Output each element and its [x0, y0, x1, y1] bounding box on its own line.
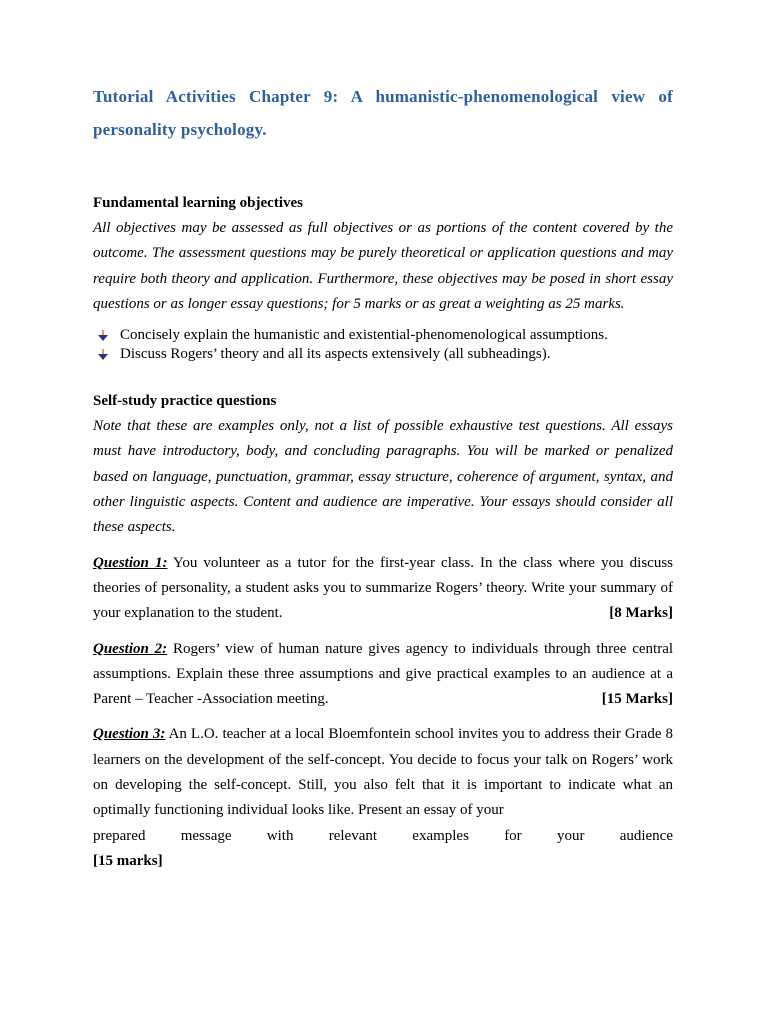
objective-text: Concisely explain the humanistic and existential-phenomenological assumptions. [120, 327, 608, 344]
word: with [266, 827, 294, 844]
question-3 [93, 722, 673, 873]
word: for [504, 827, 522, 844]
question-1-text: You volunteer as a tutor for the first-year class. In the class where you discuss theories of personality, a student asks you to summarize Rogers’ theory. Write your summary of your explanation to the student. [93, 554, 674, 622]
word: your [556, 827, 585, 844]
question-1-label: Question 1: [93, 554, 168, 571]
question-3-last-line [93, 824, 673, 849]
word: relevant [328, 827, 378, 844]
question-2-marks: [15 Marks] [601, 691, 673, 708]
page-title: Tutorial Activities Chapter 9: A humanistic-phenomenological view of personality psychology. [93, 87, 673, 139]
down-arrow-bullet-icon [98, 349, 108, 360]
down-arrow-bullet-icon [98, 330, 108, 341]
question-2-text: Rogers’ view of human nature gives agency to individuals through three central assumptions. Explain these three assumptions and give practical examples to an audience at a Parent – Teacher -Association meeting. [93, 640, 674, 708]
objectives-intro: All objectives may be assessed as full objectives or as portions of the content covered by the outcome. The assessment questions may be purely theoretical or application questions and may require both theory and application. Furthermore, these objectives may be posed in short essay questions or as longer essay questions; for 5 marks or as great a weighting as 25 marks. [93, 220, 673, 312]
practice-note: Note that these are examples only, not a list of possible exhaustive test questions. All essays must have introductory, body, and concluding paragraphs. You will be marked or penalized based on language, punctuation, grammar, essay structure, coherence of argument, syntax, and other linguistic aspects. Content and audience are imperative. Your essays should consider all these aspects. [93, 418, 673, 536]
document-content [93, 80, 673, 874]
question-2 [93, 637, 673, 713]
word: message [180, 827, 232, 844]
question-3-text: An L.O. teacher at a local Bloemfontein school invites you to address their Grade 8 learners on the development of the self-concept. You decide to focus your talk on Rogers’ work on developing the self-concept. Still, you also felt that it is important to indicate what an optimally functioning individual looks like. Present an essay of your [93, 726, 674, 819]
objective-item [93, 345, 673, 364]
question-3-label: Question 3: [93, 726, 166, 743]
objectives-list [93, 326, 673, 364]
practice-heading: Self-study practice questions [93, 393, 277, 410]
objective-item [93, 326, 673, 345]
word: audience [619, 827, 673, 844]
word: examples [412, 827, 469, 844]
objectives-heading: Fundamental learning objectives [93, 195, 303, 211]
question-1-marks: [8 Marks] [609, 605, 673, 622]
objective-text: Discuss Rogers’ theory and all its aspects extensively (all subheadings). [120, 346, 551, 363]
word: prepared [93, 827, 146, 844]
question-2-label: Question 2: [93, 640, 168, 657]
question-3-marks: [15 marks] [93, 852, 163, 869]
question-1 [93, 551, 673, 627]
